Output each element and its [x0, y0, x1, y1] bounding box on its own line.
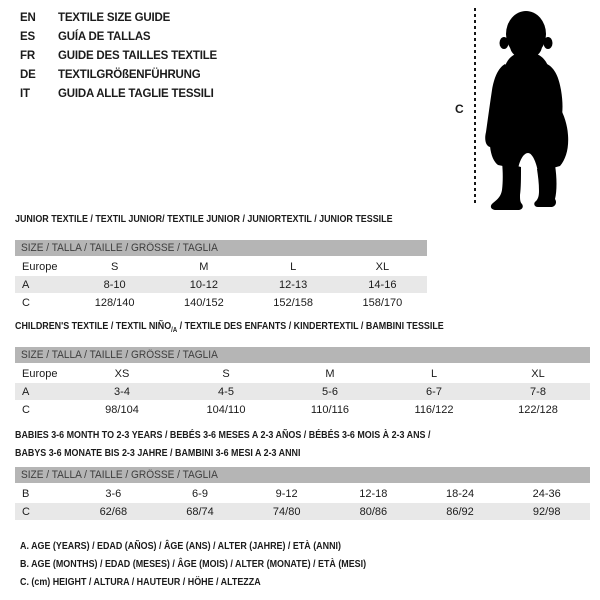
- table-row: [15, 401, 590, 418]
- row-label: C: [22, 505, 30, 518]
- height-measure-label: C: [455, 102, 464, 116]
- table-cell: 86/92: [446, 505, 474, 518]
- language-code: EN: [20, 11, 36, 24]
- row-label: A: [22, 278, 30, 291]
- language-code: ES: [20, 30, 35, 43]
- language-label: GUÍA DE TALLAS: [58, 30, 151, 43]
- junior-section-title: [15, 213, 459, 225]
- footnote-c: [20, 576, 303, 588]
- language-row-it: [20, 84, 217, 103]
- table-cell: 68/74: [186, 505, 214, 518]
- table-cell: S: [222, 367, 230, 380]
- table-cell: 10-12: [189, 278, 218, 291]
- table-cell: L: [290, 260, 297, 273]
- table-cell: 7-8: [530, 385, 546, 398]
- table-cell: 5-6: [322, 385, 338, 398]
- language-code: IT: [20, 87, 30, 100]
- table-cell: S: [110, 260, 119, 273]
- table-cell: 6-7: [426, 385, 442, 398]
- table-cell: 6-9: [192, 487, 208, 500]
- table-cell: 140/152: [183, 296, 224, 309]
- size-header-text: SIZE / TALLA / TAILLE / GRÖSSE / TAGLIA: [21, 242, 218, 254]
- children-section-title: [15, 320, 519, 334]
- size-header-text: SIZE / TALLA / TAILLE / GRÖSSE / TAGLIA: [21, 349, 218, 361]
- row-label: A: [22, 385, 30, 398]
- table-row: [15, 258, 427, 275]
- table-cell: 3-4: [114, 385, 130, 398]
- table-cell: 128/140: [94, 296, 135, 309]
- footnote-b-text: B. AGE (MONTHS) / EDAD (MESES) / ÂGE (MOIS) / ALTER (MONATE) / ETÀ (MESI): [20, 558, 367, 570]
- babies-section-title-line2: [15, 447, 351, 459]
- table-cell: 12-13: [279, 278, 308, 291]
- children-section-title-text: [15, 320, 444, 334]
- table-cell: 8-10: [103, 278, 126, 291]
- footnote-a: [20, 540, 398, 552]
- language-label: TEXTILE SIZE GUIDE: [58, 11, 171, 24]
- row-label: Europe: [22, 367, 58, 380]
- table-row: [15, 365, 590, 382]
- row-label: C: [22, 403, 30, 416]
- table-cell: XL: [531, 367, 545, 380]
- row-label: B: [22, 487, 30, 500]
- table-cell: XL: [375, 260, 390, 273]
- title-subscript: /A: [171, 327, 178, 335]
- table-row: [15, 383, 590, 400]
- row-label: Europe: [22, 260, 58, 273]
- size-header-bar: [15, 240, 427, 256]
- size-header-text: SIZE / TALLA / TAILLE / GRÖSSE / TAGLIA: [21, 469, 218, 481]
- language-label: TEXTILGRÖßENFÜHRUNG: [58, 68, 201, 81]
- table-cell: 74/80: [272, 505, 301, 518]
- babies-title-line1-text: BABIES 3-6 MONTH TO 2-3 YEARS / BEBÉS 3-6 MESES A 2-3 AÑOS / BÉBÉS 3-6 MOIS À 2-3 ANS /: [15, 429, 431, 441]
- table-row: [15, 276, 427, 293]
- babies-size-table: [15, 467, 590, 520]
- table-row: [15, 294, 427, 311]
- language-label: GUIDE DES TAILLES TEXTILE: [58, 49, 217, 62]
- junior-size-table: [15, 240, 427, 311]
- table-cell: 98/104: [105, 403, 139, 416]
- table-cell: 18-24: [445, 487, 475, 500]
- title-pre: CHILDREN'S TEXTILE / TEXTIL NIÑO: [15, 320, 172, 332]
- table-cell: 122/128: [518, 403, 558, 416]
- language-code: FR: [20, 49, 35, 62]
- table-cell: 104/110: [206, 403, 246, 416]
- table-cell: M: [325, 367, 335, 380]
- junior-section-title-text: JUNIOR TEXTILE / TEXTIL JUNIOR/ TEXTILE JUNIOR / JUNIORTEXTIL / JUNIOR TESSILE: [15, 213, 393, 225]
- footnote-c-text: C. (cm) HEIGHT / ALTURA / HAUTEUR / HÖHE / ALTEZZA: [20, 576, 261, 588]
- babies-section-title-line1: [15, 429, 504, 441]
- table-cell: M: [199, 260, 209, 273]
- table-cell: 80/86: [359, 505, 388, 518]
- language-row-es: [20, 27, 217, 46]
- title-post: / TEXTILE DES ENFANTS / KINDERTEXTIL / BAMBINI TESSILE: [177, 320, 444, 332]
- language-title-list: [20, 8, 217, 103]
- table-cell: 92/98: [532, 505, 561, 518]
- size-header-bar: [15, 347, 590, 363]
- table-row: [15, 503, 590, 520]
- toddler-silhouette-icon: [483, 8, 578, 213]
- footnote-a-text: A. AGE (YEARS) / EDAD (AÑOS) / ÂGE (ANS) / ALTER (JAHRE) / ETÀ (ANNI): [20, 540, 341, 552]
- table-cell: 24-36: [532, 487, 561, 500]
- table-cell: 152/158: [273, 296, 313, 309]
- table-cell: 12-18: [359, 487, 388, 500]
- table-cell: 110/116: [310, 403, 350, 416]
- footnote-b: [20, 558, 427, 570]
- language-code: DE: [20, 68, 36, 81]
- height-measure-dashed-line: [474, 8, 476, 206]
- language-label: GUIDA ALLE TAGLIE TESSILI: [58, 87, 214, 100]
- language-row-en: [20, 8, 217, 27]
- row-label: C: [22, 296, 30, 309]
- table-cell: 158/170: [362, 296, 403, 309]
- children-size-table: [15, 347, 590, 418]
- table-cell: 4-5: [218, 385, 234, 398]
- table-cell: XS: [114, 367, 130, 380]
- table-cell: 3-6: [105, 487, 122, 500]
- table-cell: 62/68: [99, 505, 128, 518]
- babies-title-line2-text: BABYS 3-6 MONATE BIS 2-3 JAHRE / BAMBINI 3-6 MESI A 2-3 ANNI: [15, 447, 301, 459]
- language-row-de: [20, 65, 217, 84]
- language-row-fr: [20, 46, 217, 65]
- table-row: [15, 485, 590, 502]
- table-cell: 9-12: [275, 487, 298, 500]
- table-cell: 14-16: [368, 278, 397, 291]
- table-cell: 116/122: [414, 403, 454, 416]
- table-cell: L: [430, 367, 438, 380]
- size-header-bar: [15, 467, 590, 483]
